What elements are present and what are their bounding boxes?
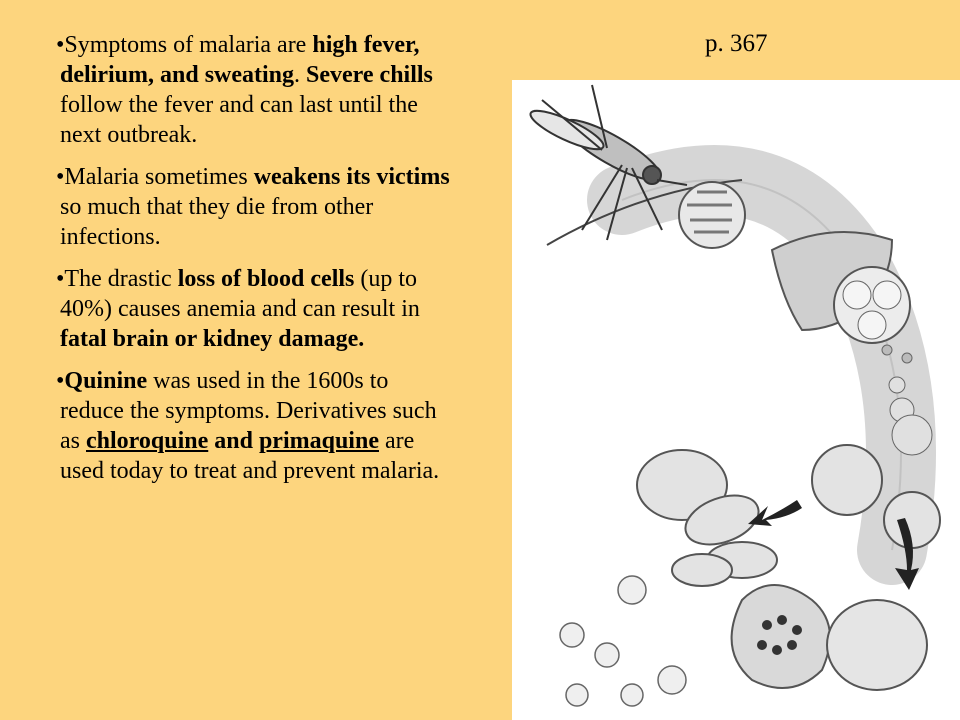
bullet-text: •Malaria sometimes bbox=[56, 164, 254, 190]
bullet-text: follow the fever and can last until the next outbreak. bbox=[60, 92, 418, 148]
page-reference: p. 367 bbox=[705, 30, 768, 57]
bullet-text: •The drastic bbox=[56, 266, 178, 292]
bullet-text-bold: high fever, delirium, and sweating bbox=[60, 32, 420, 88]
bullet-item bbox=[56, 30, 455, 150]
bullet-item bbox=[56, 162, 455, 252]
bullet-text-bold: and bbox=[208, 428, 259, 454]
bullet-text-bold: Severe chills bbox=[306, 62, 433, 88]
rupturing-cell-icon bbox=[732, 585, 830, 688]
sporozoite-cell-icon bbox=[679, 182, 745, 248]
bullet-text: are used today to treat and prevent malaria. bbox=[60, 428, 440, 484]
liver-cell-cluster-icon bbox=[834, 267, 910, 343]
life-cycle-diagram bbox=[512, 80, 960, 720]
bullet-text-bold: Quinine bbox=[64, 368, 148, 394]
bullet-text: . bbox=[294, 62, 307, 88]
bullet-text-underlined: chloroquine bbox=[86, 428, 209, 454]
bullet-text-bold: loss of blood cells bbox=[177, 266, 355, 292]
bullet-text-underlined: primaquine bbox=[258, 428, 379, 454]
bullet-text: (up to 40%) causes anemia and can result in bbox=[60, 266, 420, 322]
bullet-text: • bbox=[56, 368, 65, 394]
bullet-text-bold: weakens its victims bbox=[253, 164, 450, 190]
malaria-life-cycle-illustration bbox=[512, 80, 960, 720]
bullet-text-bold bbox=[86, 428, 208, 454]
bullet-list bbox=[56, 30, 455, 498]
bullet-item bbox=[56, 264, 455, 354]
bullet-text: •Symptoms of malaria are bbox=[56, 32, 313, 58]
bullet-text-bold: fatal brain or kidney damage. bbox=[60, 326, 365, 352]
bullet-text: was used in the 1600s to reduce the symptoms. Derivatives such as bbox=[60, 368, 437, 454]
bullet-text-bold bbox=[259, 428, 379, 454]
bullet-text: so much that they die from other infections. bbox=[60, 194, 374, 250]
bullet-item bbox=[56, 366, 455, 486]
